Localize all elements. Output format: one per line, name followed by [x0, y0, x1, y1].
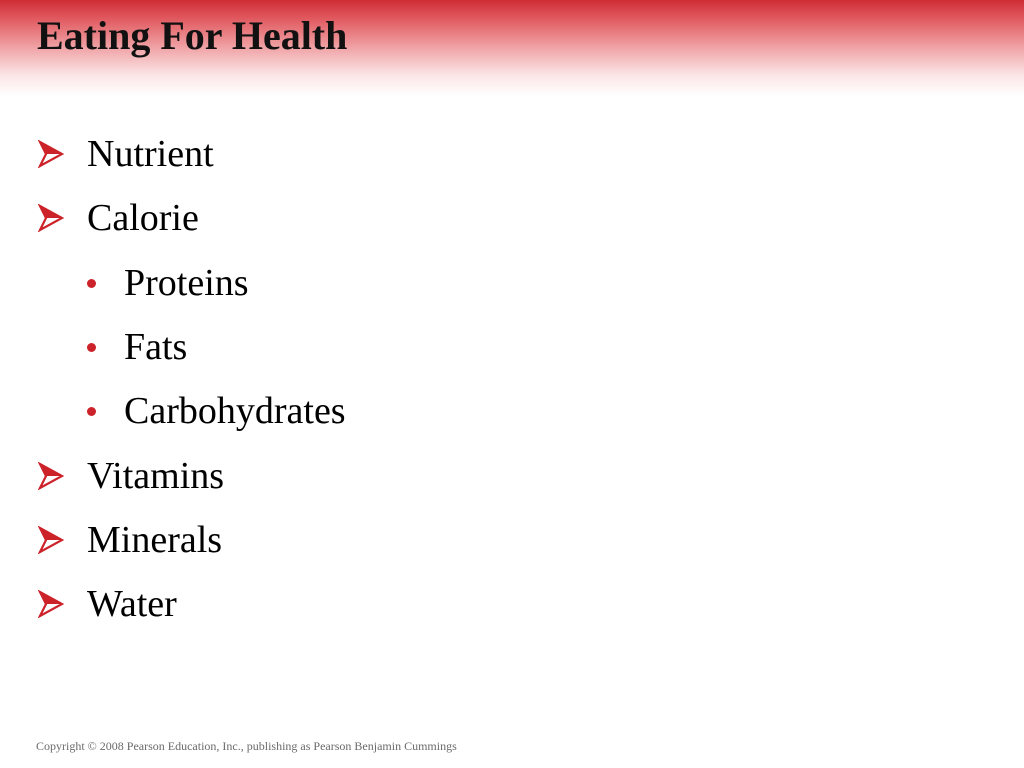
bullet-label: Water	[87, 583, 177, 625]
arrowhead-bullet-icon	[38, 462, 64, 490]
dot-bullet-icon	[87, 279, 96, 288]
subbullet-label: Carbohydrates	[124, 390, 346, 432]
subbullet-label: Fats	[124, 326, 188, 368]
bullet-label: Calorie	[87, 197, 199, 239]
bullet-label: Nutrient	[87, 133, 214, 175]
slide-title: Eating For Health	[37, 13, 348, 58]
bullet-label: Vitamins	[87, 455, 225, 497]
arrowhead-bullet-icon	[38, 590, 64, 618]
dot-bullet-icon	[87, 407, 96, 416]
arrowhead-bullet-icon	[38, 526, 64, 554]
subbullet-label: Proteins	[124, 262, 249, 304]
arrowhead-bullet-icon	[38, 204, 64, 232]
copyright-footer: Copyright © 2008 Pearson Education, Inc., publishing as Pearson Benjamin Cummings	[36, 739, 457, 753]
arrowhead-bullet-icon	[38, 140, 64, 168]
bullet-label: Minerals	[87, 519, 223, 561]
dot-bullet-icon	[87, 343, 96, 352]
